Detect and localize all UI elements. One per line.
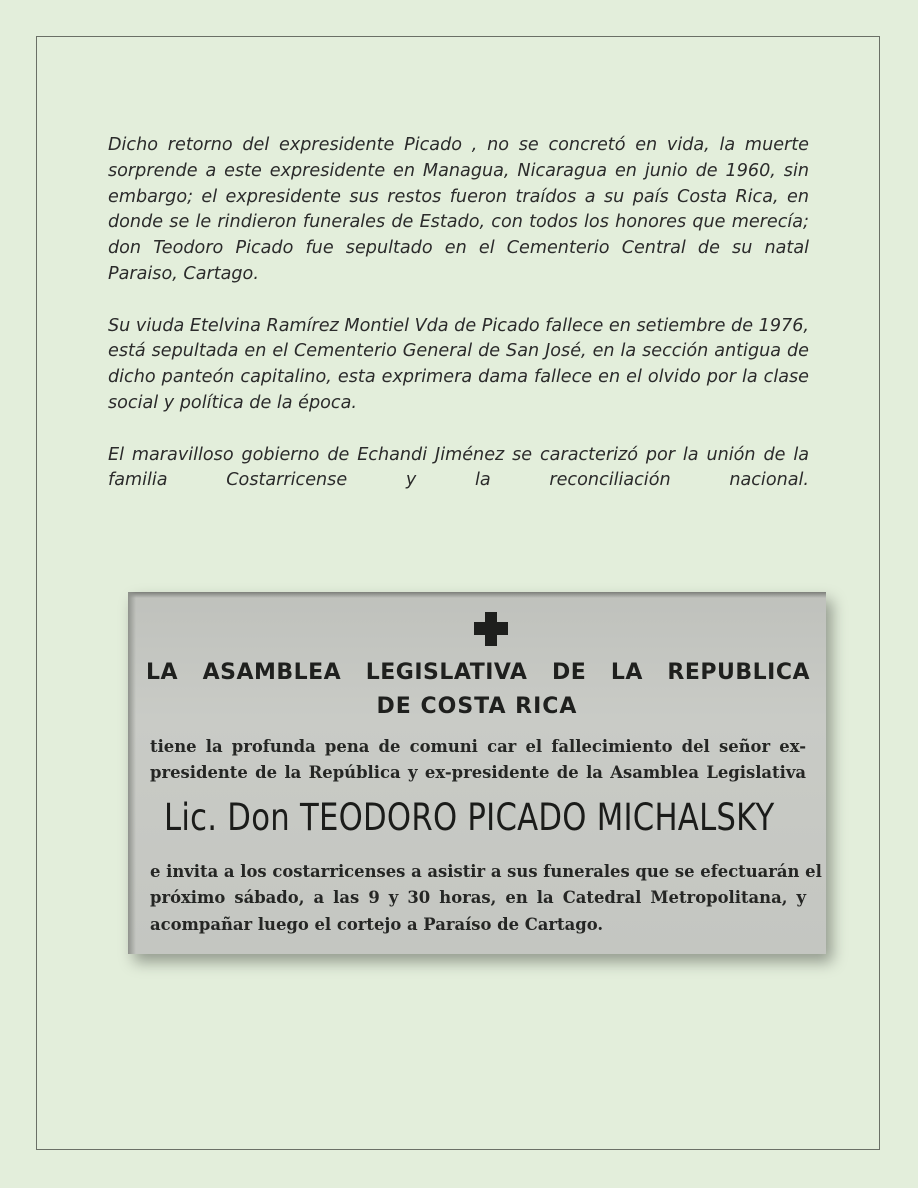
clipping-deceased-name: Lic. Don TEODORO PICADO MICHALSKY [164,796,775,839]
clipping-heading-line2: DE COSTA RICA [376,694,578,719]
paragraph-return-of-picado: Dicho retorno del expresidente Picado , no se concretó en vida, la muerte sorprende a este expresidente en Managua, Nicaragua en junio de 1960, sin embargo; el expresidente sus restos fueron traídos a su país Costa Rica, en donde se le rindieron funerales de Estado, con todos los honores que merecía; don Teodoro Picado fue sepultado en el Cementerio Central de su natal Paraiso, Cartago. [108,135,809,284]
paragraph-widow: Su viuda Etelvina Ramírez Montiel Vda de Picado fallece en setiembre de 1976, está sepultada en el Cementerio General de San José, en la sección antigua de dicho panteón capitalino, esta exprimera dama fallece en el olvido por la clase social y política de la época. [108,315,809,413]
clipping-intro-line2: presidente de la República y ex-presidente de la Asamblea Legislativa [150,763,806,782]
clipping-heading-line1: LA ASAMBLEA LEGISLATIVA DE LA REPUBLICA [146,660,810,685]
clipping-body-line3: acompañar luego el cortejo a Paraíso de Cartago. [150,915,604,934]
clipping-body-line1: e invita a los costarricenses a asistir a sus funerales que se efectuarán el [150,862,822,881]
cross-icon [474,612,508,646]
article-text [108,133,809,520]
paragraph-echandi-government: El maravilloso gobierno de Echandi Jiménez se caracterizó por la unión de la familia Costarricense y la reconciliación nacional. [108,444,809,491]
clipping-body-line2: próximo sábado, a las 9 y 30 horas, en la Catedral Metropolitana, y [150,888,806,907]
clipping-intro-line1: tiene la profunda pena de comuni car el fallecimiento del señor ex- [150,737,806,756]
